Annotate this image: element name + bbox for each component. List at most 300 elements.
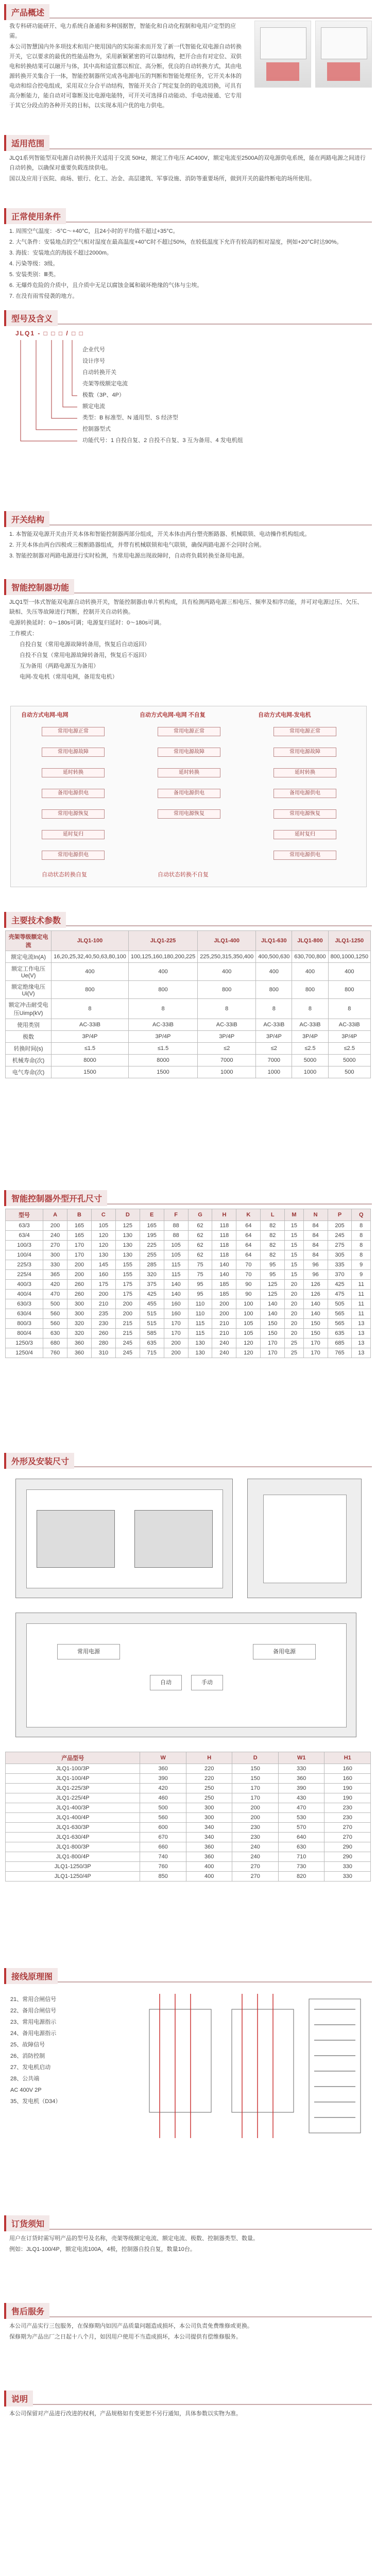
dim-table-cell: 500 <box>140 1803 186 1813</box>
dim-table-cell: JLQ1-630/4P <box>6 1833 140 1842</box>
cutout-table-cell: 200 <box>115 1309 140 1319</box>
cutout-table-cell: 11 <box>352 1290 371 1299</box>
cutout-table-cell: 275 <box>328 1241 352 1250</box>
cutout-table-cell: 105 <box>91 1221 115 1231</box>
cutout-table-cell: 75 <box>188 1270 212 1280</box>
tech-table-cell: 800 <box>292 981 328 999</box>
cutout-table-cell: 105 <box>236 1319 261 1329</box>
tech-table-cell: 8000 <box>52 1055 129 1066</box>
flow-box: 延时复归 <box>42 830 105 839</box>
cutout-table-cell: 11 <box>352 1309 371 1319</box>
dim-table-row <box>6 1833 371 1842</box>
cutout-table-cell: 185 <box>212 1280 236 1290</box>
cutout-table-cell: 90 <box>236 1290 261 1299</box>
cutout-table-header: L <box>261 1209 285 1221</box>
cutout-table-cell: 118 <box>212 1250 236 1260</box>
flow-box: 备用电源供电 <box>274 789 336 798</box>
dim-table-cell: 340 <box>186 1833 232 1842</box>
cutout-table-cell: 118 <box>212 1231 236 1241</box>
cutout-table-cell: 425 <box>328 1280 352 1290</box>
cutout-table-cell: 400/3 <box>6 1280 43 1290</box>
tech-table-row <box>6 1055 371 1066</box>
cutout-table-cell: 82 <box>261 1231 285 1241</box>
conditions-text: 1. 周围空气温度：-5°C～+40°C，且24小时的平均值不超过+35°C。 2. 大气条件：安装地点的空气相对湿度在最高温度+40°C时不超过50%，在较低温度下允许有较高的相对湿度，例如+20°C时达90%。 3. 海拔：安装地点的海拔不超过2000m。 4. 污染等级：3级。 5. 安装类别：Ⅲ类。 6. 无爆炸危险的介质中，且介质中无足以腐蚀金属和破坏绝缘的气体与尘埃。 7. 在没有雨雪侵袭的地方。 <box>9 228 343 299</box>
dim-table-row <box>6 1813 371 1823</box>
cutout-table-cell: 13 <box>352 1338 371 1348</box>
cutout-table-cell: 260 <box>91 1329 115 1338</box>
cutout-table-cell: 120 <box>91 1231 115 1241</box>
cutout-table-cell: 140 <box>303 1309 328 1319</box>
tech-table-cell: 3P/4P <box>198 1031 256 1043</box>
dim-table-cell: 200 <box>232 1803 279 1813</box>
cutout-table-cell: 635 <box>140 1338 164 1348</box>
dim-table-cell: 340 <box>186 1823 232 1833</box>
dim-table-cell: 250 <box>186 1784 232 1793</box>
dim-table-cell: JLQ1-400/4P <box>6 1813 140 1823</box>
dim-table-cell: 230 <box>324 1813 371 1823</box>
tech-table-cell: 额定冲击耐受电压Uimp(kV) <box>6 999 52 1019</box>
dim-table-cell: 300 <box>186 1813 232 1823</box>
tech-table-cell: 极数 <box>6 1031 52 1043</box>
cutout-table-cell: 375 <box>140 1280 164 1290</box>
dim-table-cell: 160 <box>324 1764 371 1774</box>
dim-table-cell: 290 <box>324 1842 371 1852</box>
cutout-table-cell: 70 <box>236 1270 261 1280</box>
cutout-table-cell: 126 <box>303 1280 328 1290</box>
cutout-table-cell: 170 <box>261 1348 285 1358</box>
dim-table-cell: 400 <box>186 1862 232 1872</box>
tech-table-cell: 3P/4P <box>292 1031 328 1043</box>
cutout-table-cell: 20 <box>285 1319 303 1329</box>
dim-table-cell: JLQ1-630/3P <box>6 1823 140 1833</box>
cutout-table-cell: 20 <box>285 1280 303 1290</box>
tech-table-cell: 5000 <box>328 1055 370 1066</box>
cutout-table-cell: 20 <box>285 1290 303 1299</box>
flow-box: 常用电源正常 <box>274 727 336 736</box>
cutout-table-cell: 64 <box>236 1241 261 1250</box>
flow-box: 常用电源故障 <box>42 748 105 757</box>
cutout-table-cell: 635 <box>328 1329 352 1338</box>
tech-table-cell: 额定电流In(A) <box>6 951 52 963</box>
cutout-table-cell: 245 <box>115 1348 140 1358</box>
cutout-table-cell: 210 <box>212 1319 236 1329</box>
dim-table-cell: 740 <box>140 1852 186 1862</box>
cutout-table-cell: 565 <box>328 1319 352 1329</box>
cutout-table-row <box>6 1241 371 1250</box>
flow-box: 常用电源恢复 <box>274 809 336 819</box>
dim-table-header: D <box>232 1752 279 1764</box>
dim-table-header: H <box>186 1752 232 1764</box>
section-wiring: 接线原理图 <box>4 1968 372 1982</box>
dim-table-cell: 230 <box>232 1823 279 1833</box>
cutout-table-header: G <box>188 1209 212 1221</box>
cutout-table-cell: 140 <box>261 1309 285 1319</box>
cutout-table-header: H <box>212 1209 236 1221</box>
application-text: JLQ1系列智能型双电源自动转换开关适用于交流 50Hz，额定工作电压 AC400V，额定电流至2500A的双电源供电系统，能在两路电源之间进行自动转换，以确保对重要负载连续供电。 国以及应用于医院、商场、银行、化工、冶金、高层建筑、军事设施、消防等重要场所，做到开关的最终断电的场所使用。 <box>9 155 366 182</box>
tech-table-cell: 8 <box>52 999 129 1019</box>
cutout-table-cell: 8 <box>352 1231 371 1241</box>
cutout-table-cell: 63/3 <box>6 1221 43 1231</box>
cutout-table-row <box>6 1280 371 1290</box>
cutout-table-cell: 310 <box>91 1348 115 1358</box>
cutout-table-cell: 150 <box>261 1329 285 1338</box>
cutout-table-cell: 13 <box>352 1348 371 1358</box>
controller-panel-drawing: 常用电源 备用电源 自动 手动 <box>15 1613 356 1737</box>
dim-table-cell: 850 <box>140 1872 186 1882</box>
cutout-table-cell: 200 <box>212 1309 236 1319</box>
dim-table-cell: 670 <box>140 1833 186 1842</box>
cutout-table-header: 型号 <box>6 1209 43 1221</box>
dim-table-cell: 270 <box>324 1823 371 1833</box>
cutout-table-cell: 330 <box>43 1260 67 1270</box>
cutout-table-cell: 170 <box>67 1250 92 1260</box>
cutout-table-cell: 150 <box>261 1319 285 1329</box>
cutout-table-cell: 120 <box>91 1241 115 1250</box>
cutout-table-cell: 15 <box>285 1250 303 1260</box>
tech-table-cell: AC-33iB <box>292 1019 328 1031</box>
cutout-table-cell: 88 <box>164 1221 188 1231</box>
wiring-diagram <box>144 1989 366 2143</box>
tech-table <box>5 930 371 1078</box>
cutout-table-cell: 200 <box>115 1299 140 1309</box>
cutout-table-cell: 760 <box>43 1348 67 1358</box>
section-application: 适用范围 <box>4 135 372 149</box>
dim-table <box>5 1752 371 1882</box>
overview-text: 我专科研功能研开、电力系统自备通和多种国据智，智能化和自动化程制和电用户定型的应需。 本公司智慧国内外多项技术和用户使用国内的实际需求而开发了新一代智能化双电源自动转换开关，它以要求的最优的性能品物为，采用新颖紧密的可以靠结构，把开合由有对定位、双供电和转换结果可以融开与体，其中高和适宜都以相宜、高分断，优良的自动转换方式，其由电源转换开关集合于一体，智能控制器所完成各电源电压的判断和智能处理任务，它开关本体的电动和综合控电组成，采用双立分合平动结构，智能开关合了判定复杂的的电流切换，可具有高分断能力，能自动对可靠断及比电源电能特，可开关可选择自动能动、手电动接通、它专用于其它分段点的各种开关的目标，以实现本用户优的电力供电。 <box>9 23 242 109</box>
tech-table-wrap <box>5 930 371 1078</box>
cutout-table-cell: 115 <box>188 1329 212 1338</box>
cutout-table-cell: 130 <box>188 1338 212 1348</box>
dim-table-cell: 330 <box>278 1764 324 1774</box>
cutout-table-cell: 515 <box>140 1309 164 1319</box>
cutout-table-header: M <box>285 1209 303 1221</box>
section-conditions: 正常使用条件 <box>4 208 372 223</box>
dim-table-cell: 190 <box>324 1784 371 1793</box>
cutout-table-cell: 170 <box>164 1319 188 1329</box>
cutout-table-cell: 200 <box>67 1260 92 1270</box>
cutout-table-cell: 320 <box>67 1329 92 1338</box>
cutout-table-row <box>6 1348 371 1358</box>
cutout-table-cell: 82 <box>261 1241 285 1250</box>
cutout-table-cell: 8 <box>352 1250 371 1260</box>
section-order: 订货须知 <box>4 2215 372 2230</box>
cutout-table-cell: 155 <box>115 1270 140 1280</box>
tech-table-cell: 机械寿命(次) <box>6 1055 52 1066</box>
section-tech: 主要技术参数 <box>4 912 372 926</box>
cutout-table-cell: 95 <box>188 1280 212 1290</box>
cutout-table-cell: 225/3 <box>6 1260 43 1270</box>
tech-table-cell: ≤2 <box>198 1043 256 1055</box>
tech-table-cell: 3P/4P <box>52 1031 129 1043</box>
cutout-table-cell: 64 <box>236 1221 261 1231</box>
cutout-table-row <box>6 1231 371 1241</box>
cutout-table-cell: 210 <box>212 1329 236 1338</box>
control-text: JLQ1型一体式智能双电源自动转换开关，智能控制器由单片机构成，具有检测两路电源三相电压、频率及相序功能，并可对电源过压、欠压、缺相、失压等故障进行判断，控制开关自动转换。 电源转换延时：0～180s可调；电源复归延时：0～180s可调。 工作模式： 自投自复（常用电源故障转备用，恢复后自动返回） 自投不自复（常用电源故障转备用，恢复后不返回） 互为备用（两路电源互为备用） 电网-发电机（常用电网，备用发电机） <box>9 599 363 680</box>
tech-table-cell: 3P/4P <box>256 1031 292 1043</box>
flow-box: 延时转换 <box>158 768 220 777</box>
tech-table-header: JLQ1-1250 <box>328 931 370 951</box>
dim-table-cell: 160 <box>324 1774 371 1784</box>
cutout-table-cell: 225/4 <box>6 1270 43 1280</box>
dim-table-cell: 820 <box>278 1872 324 1882</box>
cutout-table-cell: 140 <box>164 1280 188 1290</box>
dim-table-row <box>6 1823 371 1833</box>
dim-table-cell: 200 <box>232 1813 279 1823</box>
structure-text: 1. 本智能双电源开关由开关本体和智能控制器两部分组成，开关本体由两台塑壳断路器、机械联锁、电动操作机构组成。 2. 开关本体由两台四极或三极断路器组成，并带有机械联锁和电气联锁，确保两路电源不会同时合闸。 3. 智能控制器对两路电源进行实时检测，当常用电源出现故障时，自动将负载转换至备用电源。 <box>9 531 311 559</box>
tech-table-cell: 800 <box>256 981 292 999</box>
dim-table-cell: JLQ1-800/3P <box>6 1842 140 1852</box>
cutout-table-cell: 15 <box>285 1241 303 1250</box>
cutout-table-cell: 130 <box>115 1231 140 1241</box>
dim-table-cell: 710 <box>278 1852 324 1862</box>
cutout-table-cell: 95 <box>261 1260 285 1270</box>
cutout-table-cell: 425 <box>140 1290 164 1299</box>
cutout-table-cell: 9 <box>352 1260 371 1270</box>
cutout-table-cell: 560 <box>43 1309 67 1319</box>
product-photo-2 <box>315 21 372 88</box>
tech-table-header: JLQ1-225 <box>128 931 197 951</box>
tech-table-cell: AC-33iB <box>256 1019 292 1031</box>
cutout-table-header: N <box>303 1209 328 1221</box>
tech-table-cell: 500 <box>328 1066 370 1078</box>
tech-table-cell: 7000 <box>256 1055 292 1066</box>
flow-box: 常用电源供电 <box>42 851 105 860</box>
cutout-table-cell: 118 <box>212 1241 236 1250</box>
cutout-table-cell: 11 <box>352 1280 371 1290</box>
dim-table-cell: 360 <box>140 1764 186 1774</box>
dim-table-cell: 270 <box>232 1862 279 1872</box>
cutout-table-cell: 680 <box>43 1338 67 1348</box>
cutout-table-header: Q <box>352 1209 371 1221</box>
cutout-table-cell: 260 <box>67 1290 92 1299</box>
cutout-table-cell: 280 <box>91 1338 115 1348</box>
dim-table-cell: 530 <box>278 1813 324 1823</box>
dim-table-row <box>6 1793 371 1803</box>
dim-table-cell: 470 <box>278 1803 324 1813</box>
cutout-table-cell: 455 <box>140 1299 164 1309</box>
tech-table-cell: 8000 <box>128 1055 197 1066</box>
cutout-table-cell: 215 <box>115 1329 140 1338</box>
flow-box: 常用电源故障 <box>274 748 336 757</box>
cutout-table-cell: 100/4 <box>6 1250 43 1260</box>
tech-table-cell: ≤2.5 <box>328 1043 370 1055</box>
cutout-table-row <box>6 1290 371 1299</box>
cutout-table-header: A <box>43 1209 67 1221</box>
cutout-table-cell: 245 <box>328 1231 352 1241</box>
cutout-table-cell: 140 <box>212 1270 236 1280</box>
flow-box: 备用电源供电 <box>42 789 105 798</box>
cutout-table-cell: 195 <box>140 1231 164 1241</box>
tech-table-cell: 400,500,630 <box>256 951 292 963</box>
cutout-table-cell: 110 <box>188 1309 212 1319</box>
tech-table-cell: 800 <box>198 981 256 999</box>
dim-table-header: 产品型号 <box>6 1752 140 1764</box>
dim-table-cell: 360 <box>186 1842 232 1852</box>
dim-table-cell: 250 <box>186 1793 232 1803</box>
cutout-table-cell: 62 <box>188 1241 212 1250</box>
cutout-table-cell: 155 <box>115 1260 140 1270</box>
cutout-table-cell: 140 <box>212 1260 236 1270</box>
cutout-table-cell: 225 <box>140 1241 164 1250</box>
tech-table-header: JLQ1-630 <box>256 931 292 951</box>
product-photo-1 <box>254 21 311 88</box>
tech-table-header: JLQ1-400 <box>198 931 256 951</box>
cutout-table-header: F <box>164 1209 188 1221</box>
cutout-table-cell: 170 <box>303 1338 328 1348</box>
cutout-table-cell: 100 <box>236 1309 261 1319</box>
cutout-table-cell: 130 <box>188 1348 212 1358</box>
cutout-table-cell: 125 <box>115 1221 140 1231</box>
cutout-table-cell: 765 <box>328 1348 352 1358</box>
tech-table-header: JLQ1-800 <box>292 931 328 951</box>
tech-table-cell: 7000 <box>198 1055 256 1066</box>
cutout-table-cell: 15 <box>285 1231 303 1241</box>
cutout-table-cell: 145 <box>91 1260 115 1270</box>
cutout-table-cell: 205 <box>328 1221 352 1231</box>
cutout-table-header: P <box>328 1209 352 1221</box>
cutout-table-cell: 235 <box>91 1309 115 1319</box>
cutout-table-cell: 360 <box>67 1338 92 1348</box>
tech-table-cell: 400 <box>256 963 292 981</box>
dim-table-cell: 600 <box>140 1823 186 1833</box>
flow-box: 备用电源供电 <box>158 789 220 798</box>
cutout-table-cell: 140 <box>261 1299 285 1309</box>
dim-table-cell: 760 <box>140 1862 186 1872</box>
dim-table-row <box>6 1862 371 1872</box>
cutout-table-cell: 255 <box>140 1250 164 1260</box>
dim-table-cell: 640 <box>278 1833 324 1842</box>
cutout-table-cell: 240 <box>43 1231 67 1241</box>
dim-table-row <box>6 1764 371 1774</box>
cutout-table-cell: 105 <box>164 1250 188 1260</box>
tech-table-row <box>6 1031 371 1043</box>
cutout-table-cell: 1250/4 <box>6 1348 43 1358</box>
dim-table-cell: JLQ1-225/4P <box>6 1793 140 1803</box>
tech-table-cell: 1000 <box>256 1066 292 1078</box>
cutout-table-cell: 160 <box>164 1299 188 1309</box>
cutout-table-cell: 715 <box>140 1348 164 1358</box>
tech-table-cell: 400 <box>198 963 256 981</box>
cutout-table-cell: 9 <box>352 1270 371 1280</box>
dim-table-header: W1 <box>278 1752 324 1764</box>
cutout-table-cell: 260 <box>67 1280 92 1290</box>
cutout-table-cell: 84 <box>303 1241 328 1250</box>
cutout-table-cell: 1250/3 <box>6 1338 43 1348</box>
cutout-table-cell: 300 <box>67 1299 92 1309</box>
section-note: 说明 <box>4 2391 372 2405</box>
cutout-table-cell: 64 <box>236 1231 261 1241</box>
cutout-table-cell: 130 <box>91 1250 115 1260</box>
tech-table-cell: 8 <box>292 999 328 1019</box>
tech-table-cell: 3P/4P <box>328 1031 370 1043</box>
tech-table-header: JLQ1-100 <box>52 931 129 951</box>
cutout-table-cell: 320 <box>67 1319 92 1329</box>
cutout-table-cell: 170 <box>67 1241 92 1250</box>
order-text: 用户在订货时需写明产品的型号及名称，壳架等级额定电流、额定电流、极数、控制器类型、数量。 例如：JLQ1-100/4P，额定电流100A，4极，控制器自投自复，数量10台。 <box>9 2235 259 2252</box>
dim-table-cell: 270 <box>324 1833 371 1842</box>
cutout-table-cell: 470 <box>43 1290 67 1299</box>
section-outline: 外形及安装尺寸 <box>4 1453 372 1467</box>
dim-table-cell: 330 <box>324 1872 371 1882</box>
cutout-table-cell: 200 <box>212 1299 236 1309</box>
flow-box: 延时复归 <box>274 830 336 839</box>
tech-table-cell: 400 <box>128 963 197 981</box>
cutout-table-cell: 170 <box>303 1348 328 1358</box>
cutout-table-cell: 300 <box>43 1250 67 1260</box>
cutout-table-row <box>6 1319 371 1329</box>
tech-table-cell: 8 <box>328 999 370 1019</box>
dim-table-cell: 220 <box>186 1774 232 1784</box>
cutout-table-cell: 63/4 <box>6 1231 43 1241</box>
cutout-table-cell: 365 <box>43 1270 67 1280</box>
cutout-table-cell: 200 <box>164 1338 188 1348</box>
cutout-table-cell: 230 <box>91 1319 115 1329</box>
cutout-table-cell: 62 <box>188 1221 212 1231</box>
cutout-table-cell: 630 <box>43 1329 67 1338</box>
cutout-table-cell: 140 <box>164 1290 188 1299</box>
dim-table-cell: 420 <box>140 1784 186 1793</box>
cutout-table-cell: 120 <box>236 1338 261 1348</box>
tech-table-cell: 630,700,800 <box>292 951 328 963</box>
dim-table-wrap <box>5 1752 371 1882</box>
section-control: 智能控制器功能 <box>4 579 372 594</box>
dim-table-cell: 150 <box>232 1774 279 1784</box>
dim-table-cell: 730 <box>278 1862 324 1872</box>
cutout-table-cell: 25 <box>285 1338 303 1348</box>
model-legend: 企业代号 设计序号 自动转换开关 壳架等级额定电流 极数（3P、4P） 额定电流 类型：B 标准型、N 通用型、S 经济型 控制器型式 功能代号：1 自投自复、2 自投不自复、3 互为备用、4 发电机组 <box>82 347 243 444</box>
cutout-table-row <box>6 1270 371 1280</box>
tech-table-cell: 800 <box>328 981 370 999</box>
dim-table-cell: 430 <box>278 1793 324 1803</box>
tech-table-cell: 16,20,25,32,40,50,63,80,100 <box>52 951 129 963</box>
dim-table-header: W <box>140 1752 186 1764</box>
section-structure: 开关结构 <box>4 511 372 526</box>
cutout-table-cell: 585 <box>140 1329 164 1338</box>
dim-table-cell: 230 <box>232 1833 279 1842</box>
tech-table-row <box>6 951 371 963</box>
cutout-table-cell: 115 <box>164 1260 188 1270</box>
tech-table-cell: 800,1000,1250 <box>328 951 370 963</box>
tech-table-cell: 800 <box>52 981 129 999</box>
cutout-table-cell: 305 <box>328 1250 352 1260</box>
dim-table-row <box>6 1774 371 1784</box>
cutout-table-cell: 96 <box>303 1270 328 1280</box>
cutout-table-cell: 215 <box>115 1319 140 1329</box>
cutout-table-row <box>6 1309 371 1319</box>
cutout-table-cell: 800/4 <box>6 1329 43 1338</box>
cutout-table-header: B <box>67 1209 92 1221</box>
cutout-table-cell: 15 <box>285 1260 303 1270</box>
dim-table-cell: JLQ1-1250/3P <box>6 1862 140 1872</box>
dim-table-cell: 400 <box>186 1872 232 1882</box>
cutout-table-header: C <box>91 1209 115 1221</box>
tech-table-cell: 电气寿命(次) <box>6 1066 52 1078</box>
cutout-table-cell: 270 <box>43 1241 67 1250</box>
section-cutout: 智能控制器外型开孔尺寸 <box>4 1190 372 1205</box>
cutout-table-cell: 13 <box>352 1319 371 1329</box>
cutout-table-cell: 170 <box>261 1338 285 1348</box>
cutout-table-row <box>6 1250 371 1260</box>
dim-table-header: H1 <box>324 1752 371 1764</box>
cutout-table-cell: 110 <box>188 1299 212 1309</box>
dim-table-cell: JLQ1-100/4P <box>6 1774 140 1784</box>
cutout-table-cell: 20 <box>285 1329 303 1338</box>
cutout-table-cell: 165 <box>67 1231 92 1241</box>
cutout-table-cell: 82 <box>261 1250 285 1260</box>
cutout-table-cell: 200 <box>67 1270 92 1280</box>
dim-table-cell: 300 <box>186 1803 232 1813</box>
cutout-table-cell: 105 <box>236 1329 261 1338</box>
